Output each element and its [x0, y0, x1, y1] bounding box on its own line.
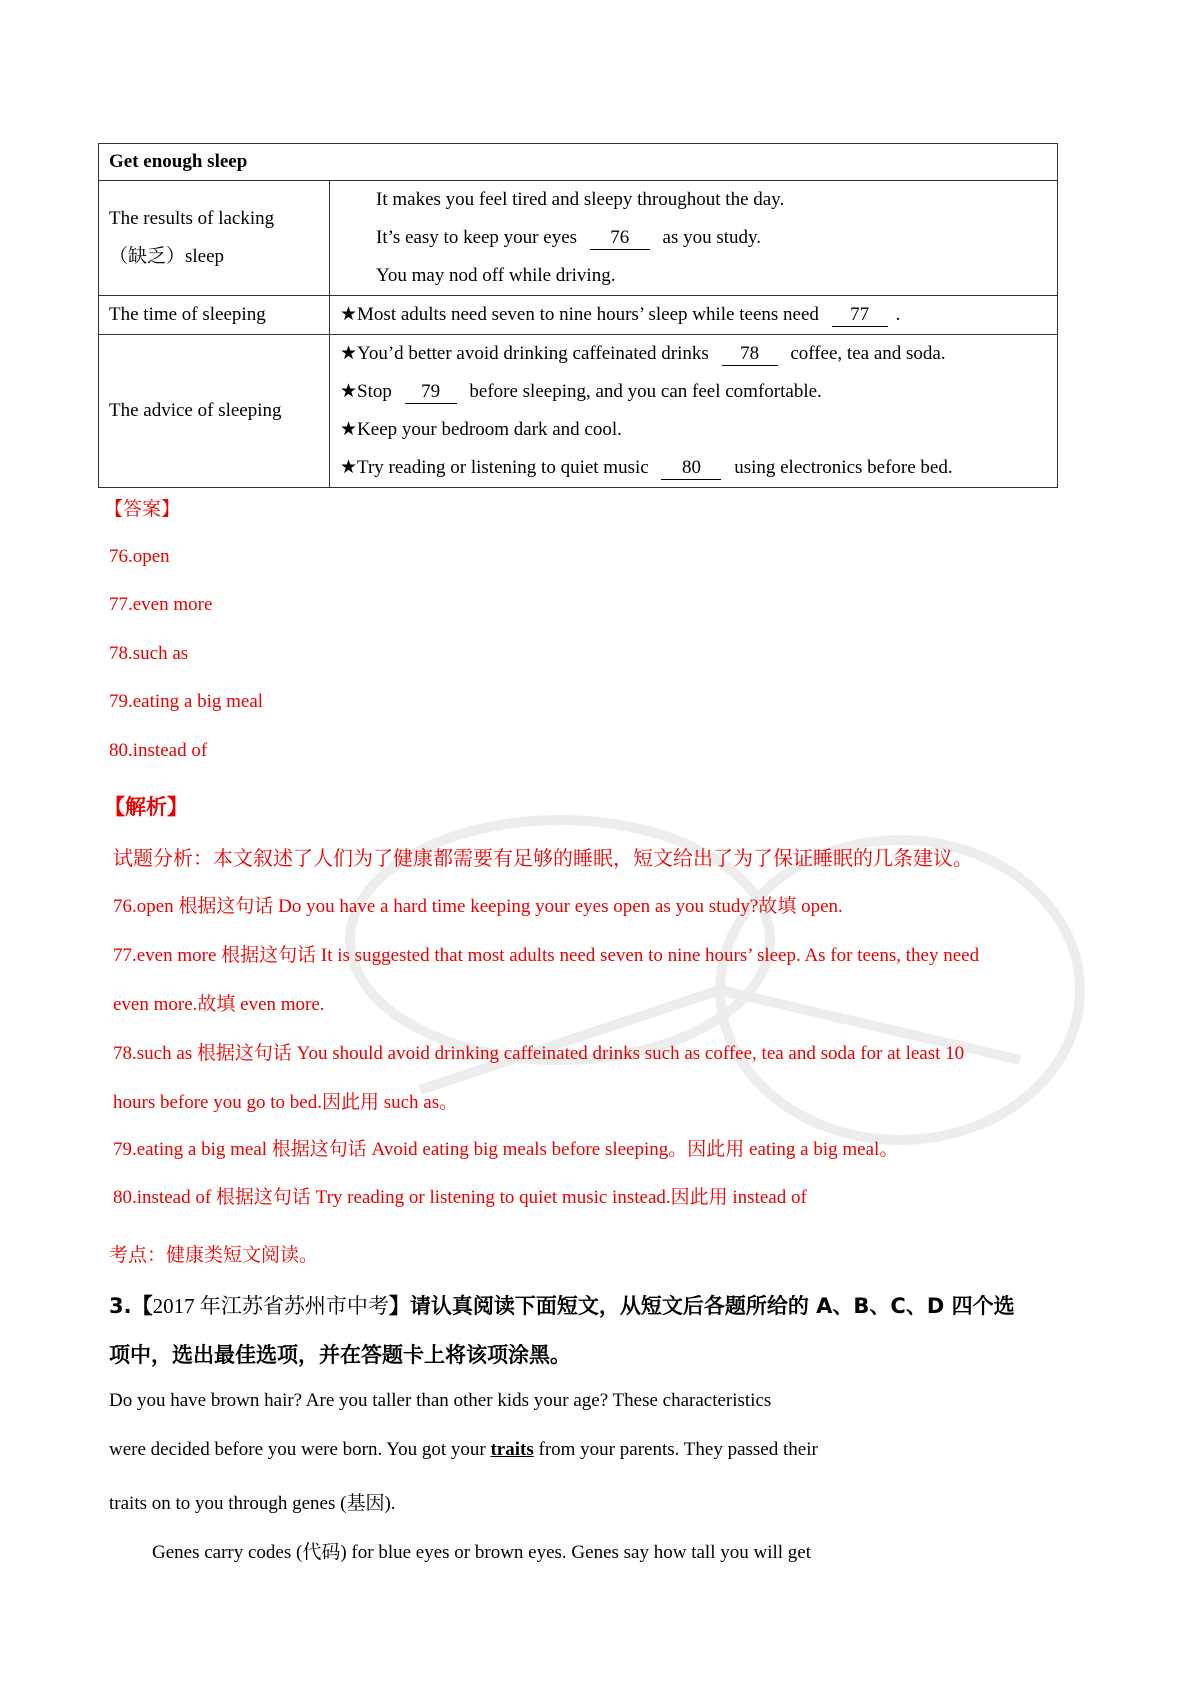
- analysis-line: 试题分析：本文叙述了人们为了健康都需要有足够的睡眠，短文给出了为了保证睡眠的几条建议。: [113, 846, 973, 870]
- answer-item: 76.open: [109, 546, 170, 567]
- label-line: The time of sleeping: [109, 304, 266, 325]
- blank-78: 78: [722, 343, 778, 366]
- label-line: （缺乏）sleep: [109, 246, 225, 267]
- question-source: 2017 年江苏省苏州市中考: [152, 1294, 389, 1318]
- passage-line: traits on to you through genes (基因).: [109, 1493, 396, 1514]
- question-3-instruction-line: 项中，选出最佳选项，并在答题卡上将该项涂黑。: [109, 1343, 571, 1367]
- analysis-line: hours before you go to bed.因此用 such as。: [113, 1092, 459, 1113]
- passage-line: [109, 1439, 818, 1461]
- row-content-time: [330, 296, 1058, 335]
- analysis-heading: 【解析】: [104, 795, 188, 819]
- key-point: 考点：健康类短文阅读。: [109, 1244, 319, 1266]
- answer-item: 79.eating a big meal: [109, 691, 264, 712]
- content-line: You may nod off while driving.: [376, 265, 616, 286]
- line-text: using electronics before bed.: [734, 457, 953, 478]
- analysis-line: 79.eating a big meal 根据这句话 Avoid eating big meals before sleeping。因此用 eating a big meal。: [113, 1139, 899, 1160]
- analysis-line: 80.instead of 根据这句话 Try reading or listening to quiet music instead.因此用 instead of: [113, 1187, 807, 1208]
- line-text: were decided before you were born. You got your: [109, 1439, 486, 1460]
- passage-line: Do you have brown hair? Are you taller than other kids your age? These characteristics: [109, 1390, 772, 1411]
- line-text: coffee, tea and soda.: [790, 343, 946, 364]
- underlined-word: traits: [490, 1439, 534, 1460]
- table-row: [99, 335, 1058, 488]
- answer-heading: 【答案】: [104, 498, 181, 520]
- content-line: It makes you feel tired and sleepy throughout the day.: [376, 189, 785, 210]
- line-text: ★Try reading or listening to quiet music: [340, 457, 649, 478]
- line-text: It’s easy to keep your eyes: [376, 227, 578, 248]
- row-content-advice: [330, 335, 1058, 488]
- blank-77: 77: [832, 304, 888, 327]
- line-text: as you study.: [662, 227, 762, 248]
- content-line: ★Keep your bedroom dark and cool.: [340, 419, 622, 440]
- blank-76: 76: [590, 227, 650, 250]
- analysis-line: even more.故填 even more.: [113, 994, 325, 1015]
- answer-item: 80.instead of: [109, 740, 208, 761]
- line-text: .: [895, 304, 901, 325]
- content-line: [340, 373, 1047, 411]
- answer-item: 78.such as: [109, 643, 189, 664]
- content-line: [340, 296, 1047, 334]
- answer-item: 77.even more: [109, 594, 213, 615]
- row-label-results: [99, 181, 330, 296]
- question-number: 3.【: [109, 1294, 153, 1318]
- table-row: [99, 181, 1058, 296]
- line-text: ★Most adults need seven to nine hours’ sleep while teens need: [340, 304, 819, 325]
- line-text: ★Stop: [340, 381, 392, 402]
- row-label-time: [99, 296, 330, 335]
- analysis-line: 77.even more 根据这句话 It is suggested that most adults need seven to nine hours’ sleep. As for teens, they need: [113, 945, 980, 966]
- question-3-heading: [109, 1290, 1015, 1320]
- passage-line: Genes carry codes (代码) for blue eyes or brown eyes. Genes say how tall you will get: [152, 1542, 811, 1563]
- label-line: The advice of sleeping: [109, 400, 282, 421]
- line-text: ★You’d better avoid drinking caffeinated drinks: [340, 343, 709, 364]
- content-line: [340, 219, 1047, 257]
- table-row: [99, 296, 1058, 335]
- analysis-line: 78.such as 根据这句话 You should avoid drinking caffeinated drinks such as coffee, tea and soda for at least 10: [113, 1043, 965, 1064]
- content-line: [340, 335, 1047, 373]
- question-instruction: 】请认真阅读下面短文，从短文后各题所给的 A、B、C、D 四个选: [388, 1294, 1015, 1318]
- content-line: [340, 449, 1047, 487]
- blank-80: 80: [661, 457, 721, 480]
- row-label-advice: [99, 335, 330, 488]
- analysis-line: 76.open 根据这句话 Do you have a hard time keeping your eyes open as you study?故填 open.: [113, 896, 843, 917]
- sleep-table: [98, 143, 1058, 488]
- line-text: from your parents. They passed their: [538, 1439, 818, 1460]
- table-title: Get enough sleep: [99, 144, 1058, 181]
- blank-79: 79: [405, 381, 457, 404]
- line-text: before sleeping, and you can feel comfortable.: [469, 381, 822, 402]
- label-line: The results of lacking: [109, 208, 275, 229]
- row-content-results: [330, 181, 1058, 296]
